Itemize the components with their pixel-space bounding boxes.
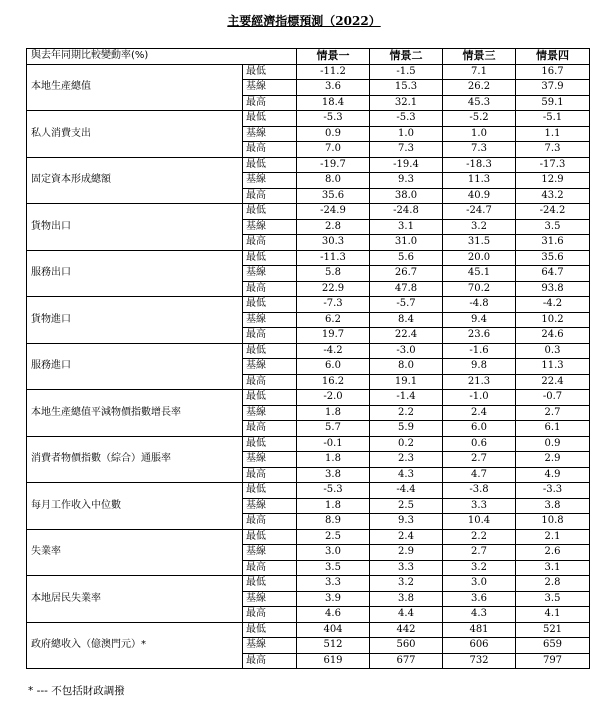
value-cell: 20.0: [443, 250, 516, 266]
value-cell: 10.4: [443, 514, 516, 530]
value-cell: 3.2: [443, 219, 516, 235]
table-row: [27, 436, 590, 452]
value-cell: 3.5: [516, 591, 590, 607]
scenario-level-label: 基線: [243, 266, 297, 282]
value-cell: 2.5: [297, 529, 370, 545]
value-cell: 15.3: [370, 80, 443, 96]
value-cell: 2.6: [516, 545, 590, 561]
value-cell: 47.8: [370, 281, 443, 297]
scenario-level-label: 基線: [243, 638, 297, 654]
table-row: [27, 297, 590, 313]
value-cell: 3.0: [443, 576, 516, 592]
value-cell: -24.7: [443, 204, 516, 220]
value-cell: 3.8: [297, 467, 370, 483]
table-row: [27, 576, 590, 592]
value-cell: 4.1: [516, 607, 590, 623]
value-cell: 3.5: [516, 219, 590, 235]
scenario-level-label: 最高: [243, 95, 297, 111]
value-cell: 64.7: [516, 266, 590, 282]
value-cell: 6.0: [297, 359, 370, 375]
value-cell: 619: [297, 653, 370, 669]
value-cell: -3.3: [516, 483, 590, 499]
document-title-text: 主要經濟指標預測（2022）: [227, 14, 381, 28]
value-cell: 560: [370, 638, 443, 654]
value-cell: 19.7: [297, 328, 370, 344]
value-cell: 442: [370, 622, 443, 638]
value-cell: 3.2: [443, 560, 516, 576]
value-cell: 11.3: [516, 359, 590, 375]
value-cell: 3.1: [516, 560, 590, 576]
indicator-label: 服務出口: [27, 250, 243, 297]
value-cell: 2.7: [443, 452, 516, 468]
value-cell: 1.1: [516, 126, 590, 142]
value-cell: 3.9: [297, 591, 370, 607]
value-cell: 4.3: [370, 467, 443, 483]
value-cell: 21.3: [443, 374, 516, 390]
value-cell: 659: [516, 638, 590, 654]
table-row: [27, 64, 590, 80]
value-cell: 38.0: [370, 188, 443, 204]
scenario-level-label: 最低: [243, 64, 297, 80]
scenario-level-label: 最低: [243, 436, 297, 452]
value-cell: -18.3: [443, 157, 516, 173]
scenario-level-label: 最高: [243, 560, 297, 576]
value-cell: 7.3: [516, 142, 590, 158]
value-cell: 3.8: [516, 498, 590, 514]
value-cell: 9.4: [443, 312, 516, 328]
value-cell: 3.1: [370, 219, 443, 235]
value-cell: -2.0: [297, 390, 370, 406]
value-cell: 18.4: [297, 95, 370, 111]
value-cell: 7.1: [443, 64, 516, 80]
header-scenario-4: 情景四: [516, 49, 590, 65]
value-cell: 4.7: [443, 467, 516, 483]
value-cell: 7.3: [443, 142, 516, 158]
scenario-level-label: 最低: [243, 297, 297, 313]
value-cell: 43.2: [516, 188, 590, 204]
value-cell: 22.4: [516, 374, 590, 390]
value-cell: -4.2: [516, 297, 590, 313]
value-cell: 9.3: [370, 173, 443, 189]
value-cell: -1.0: [443, 390, 516, 406]
indicator-label: 失業率: [27, 529, 243, 576]
value-cell: 19.1: [370, 374, 443, 390]
value-cell: 35.6: [516, 250, 590, 266]
value-cell: 6.0: [443, 421, 516, 437]
value-cell: 59.1: [516, 95, 590, 111]
value-cell: 7.0: [297, 142, 370, 158]
value-cell: 0.9: [297, 126, 370, 142]
value-cell: 2.9: [370, 545, 443, 561]
value-cell: 3.3: [297, 576, 370, 592]
indicator-label: 每月工作收入中位數: [27, 483, 243, 530]
value-cell: -3.0: [370, 343, 443, 359]
value-cell: 2.5: [370, 498, 443, 514]
header-scenario-3: 情景三: [443, 49, 516, 65]
indicator-label: 本地居民失業率: [27, 576, 243, 623]
value-cell: -1.6: [443, 343, 516, 359]
value-cell: 22.4: [370, 328, 443, 344]
value-cell: 3.3: [370, 560, 443, 576]
scenario-level-label: 最高: [243, 281, 297, 297]
value-cell: -24.9: [297, 204, 370, 220]
value-cell: 1.0: [443, 126, 516, 142]
table-row: [27, 111, 590, 127]
scenario-level-label: 最低: [243, 622, 297, 638]
value-cell: -4.2: [297, 343, 370, 359]
indicator-label: 本地生產總值: [27, 64, 243, 111]
value-cell: 6.2: [297, 312, 370, 328]
table-body: [27, 64, 590, 669]
value-cell: 2.7: [443, 545, 516, 561]
value-cell: 8.4: [370, 312, 443, 328]
table-row: [27, 343, 590, 359]
value-cell: 9.3: [370, 514, 443, 530]
value-cell: 23.6: [443, 328, 516, 344]
scenario-level-label: 最高: [243, 235, 297, 251]
indicator-label: 服務進口: [27, 343, 243, 390]
value-cell: 1.8: [297, 452, 370, 468]
value-cell: -0.1: [297, 436, 370, 452]
value-cell: -24.8: [370, 204, 443, 220]
value-cell: 40.9: [443, 188, 516, 204]
value-cell: 8.0: [297, 173, 370, 189]
value-cell: 512: [297, 638, 370, 654]
value-cell: 2.2: [370, 405, 443, 421]
value-cell: 93.8: [516, 281, 590, 297]
value-cell: 797: [516, 653, 590, 669]
value-cell: 4.9: [516, 467, 590, 483]
indicator-label: 消費者物價指數（綜合）通脹率: [27, 436, 243, 483]
value-cell: 22.9: [297, 281, 370, 297]
value-cell: 8.9: [297, 514, 370, 530]
value-cell: 2.9: [516, 452, 590, 468]
value-cell: 5.9: [370, 421, 443, 437]
value-cell: 732: [443, 653, 516, 669]
value-cell: 11.3: [443, 173, 516, 189]
value-cell: 2.8: [516, 576, 590, 592]
value-cell: 4.4: [370, 607, 443, 623]
table-row: [27, 390, 590, 406]
value-cell: 3.6: [297, 80, 370, 96]
value-cell: -19.4: [370, 157, 443, 173]
value-cell: -3.8: [443, 483, 516, 499]
value-cell: 6.1: [516, 421, 590, 437]
value-cell: 4.6: [297, 607, 370, 623]
scenario-level-label: 最高: [243, 653, 297, 669]
value-cell: 26.7: [370, 266, 443, 282]
scenario-level-label: 基線: [243, 452, 297, 468]
value-cell: -5.2: [443, 111, 516, 127]
value-cell: 45.1: [443, 266, 516, 282]
scenario-level-label: 基線: [243, 312, 297, 328]
scenario-level-label: 基線: [243, 219, 297, 235]
value-cell: -11.3: [297, 250, 370, 266]
value-cell: -7.3: [297, 297, 370, 313]
value-cell: 4.3: [443, 607, 516, 623]
value-cell: 9.8: [443, 359, 516, 375]
value-cell: 0.9: [516, 436, 590, 452]
indicator-label: 政府總收入（億澳門元）*: [27, 622, 243, 669]
value-cell: -5.3: [297, 483, 370, 499]
value-cell: -5.1: [516, 111, 590, 127]
value-cell: -1.5: [370, 64, 443, 80]
value-cell: 8.0: [370, 359, 443, 375]
value-cell: -24.2: [516, 204, 590, 220]
value-cell: 12.9: [516, 173, 590, 189]
table-row: [27, 622, 590, 638]
scenario-level-label: 最低: [243, 483, 297, 499]
value-cell: 10.2: [516, 312, 590, 328]
scenario-level-label: 最低: [243, 343, 297, 359]
value-cell: -0.7: [516, 390, 590, 406]
scenario-level-label: 基線: [243, 405, 297, 421]
scenario-level-label: 最低: [243, 157, 297, 173]
value-cell: -17.3: [516, 157, 590, 173]
value-cell: 5.8: [297, 266, 370, 282]
scenario-level-label: 最高: [243, 607, 297, 623]
value-cell: 16.7: [516, 64, 590, 80]
value-cell: 0.6: [443, 436, 516, 452]
scenario-level-label: 基線: [243, 591, 297, 607]
value-cell: 10.8: [516, 514, 590, 530]
indicator-label: 私人消費支出: [27, 111, 243, 158]
value-cell: 606: [443, 638, 516, 654]
indicator-label: 本地生產總值平減物價指數增長率: [27, 390, 243, 437]
scenario-level-label: 最高: [243, 374, 297, 390]
value-cell: 5.6: [370, 250, 443, 266]
scenario-level-label: 最低: [243, 204, 297, 220]
value-cell: 24.6: [516, 328, 590, 344]
scenario-level-label: 基線: [243, 359, 297, 375]
footnote: * --- 不包括財政調撥: [28, 685, 125, 697]
value-cell: 2.1: [516, 529, 590, 545]
value-cell: 3.3: [443, 498, 516, 514]
scenario-level-label: 最低: [243, 529, 297, 545]
value-cell: 3.8: [370, 591, 443, 607]
indicator-label: 貨物出口: [27, 204, 243, 251]
value-cell: 30.3: [297, 235, 370, 251]
scenario-level-label: 最低: [243, 111, 297, 127]
value-cell: 5.7: [297, 421, 370, 437]
value-cell: 16.2: [297, 374, 370, 390]
value-cell: -1.4: [370, 390, 443, 406]
scenario-level-label: 基線: [243, 498, 297, 514]
value-cell: -5.7: [370, 297, 443, 313]
scenario-level-label: 最高: [243, 467, 297, 483]
value-cell: 0.2: [370, 436, 443, 452]
value-cell: -5.3: [297, 111, 370, 127]
value-cell: 0.3: [516, 343, 590, 359]
value-cell: 521: [516, 622, 590, 638]
indicator-label: 固定資本形成總額: [27, 157, 243, 204]
scenario-level-label: 基線: [243, 545, 297, 561]
scenario-level-label: 基線: [243, 126, 297, 142]
value-cell: 3.5: [297, 560, 370, 576]
value-cell: 1.8: [297, 498, 370, 514]
value-cell: 2.4: [370, 529, 443, 545]
value-cell: 35.6: [297, 188, 370, 204]
value-cell: -5.3: [370, 111, 443, 127]
indicator-label: 貨物進口: [27, 297, 243, 344]
value-cell: 70.2: [443, 281, 516, 297]
value-cell: 31.5: [443, 235, 516, 251]
scenario-level-label: 最低: [243, 576, 297, 592]
value-cell: 2.8: [297, 219, 370, 235]
value-cell: 481: [443, 622, 516, 638]
scenario-level-label: 基線: [243, 80, 297, 96]
value-cell: 3.6: [443, 591, 516, 607]
value-cell: -19.7: [297, 157, 370, 173]
value-cell: 26.2: [443, 80, 516, 96]
scenario-level-label: 最高: [243, 188, 297, 204]
document-title: [0, 12, 608, 29]
forecast-table: [26, 48, 590, 669]
scenario-level-label: 最高: [243, 514, 297, 530]
table-row: [27, 157, 590, 173]
value-cell: 31.6: [516, 235, 590, 251]
table-row: [27, 483, 590, 499]
scenario-level-label: 最高: [243, 142, 297, 158]
value-cell: 2.2: [443, 529, 516, 545]
value-cell: 2.3: [370, 452, 443, 468]
value-cell: 32.1: [370, 95, 443, 111]
value-cell: 3.2: [370, 576, 443, 592]
value-cell: 37.9: [516, 80, 590, 96]
value-cell: 1.0: [370, 126, 443, 142]
header-label: 與去年同期比較變動率(%): [27, 49, 297, 65]
value-cell: 1.8: [297, 405, 370, 421]
scenario-level-label: 最低: [243, 390, 297, 406]
value-cell: 404: [297, 622, 370, 638]
header-scenario-2: 情景二: [370, 49, 443, 65]
value-cell: -11.2: [297, 64, 370, 80]
table-row: [27, 529, 590, 545]
scenario-level-label: 最高: [243, 421, 297, 437]
scenario-level-label: 基線: [243, 173, 297, 189]
header-scenario-1: 情景一: [297, 49, 370, 65]
scenario-level-label: 最高: [243, 328, 297, 344]
table-header-row: [27, 49, 590, 65]
value-cell: -4.8: [443, 297, 516, 313]
value-cell: 31.0: [370, 235, 443, 251]
table-row: [27, 204, 590, 220]
value-cell: -4.4: [370, 483, 443, 499]
value-cell: 7.3: [370, 142, 443, 158]
value-cell: 3.0: [297, 545, 370, 561]
value-cell: 45.3: [443, 95, 516, 111]
scenario-level-label: 最低: [243, 250, 297, 266]
value-cell: 2.7: [516, 405, 590, 421]
table-row: [27, 250, 590, 266]
value-cell: 677: [370, 653, 443, 669]
value-cell: 2.4: [443, 405, 516, 421]
